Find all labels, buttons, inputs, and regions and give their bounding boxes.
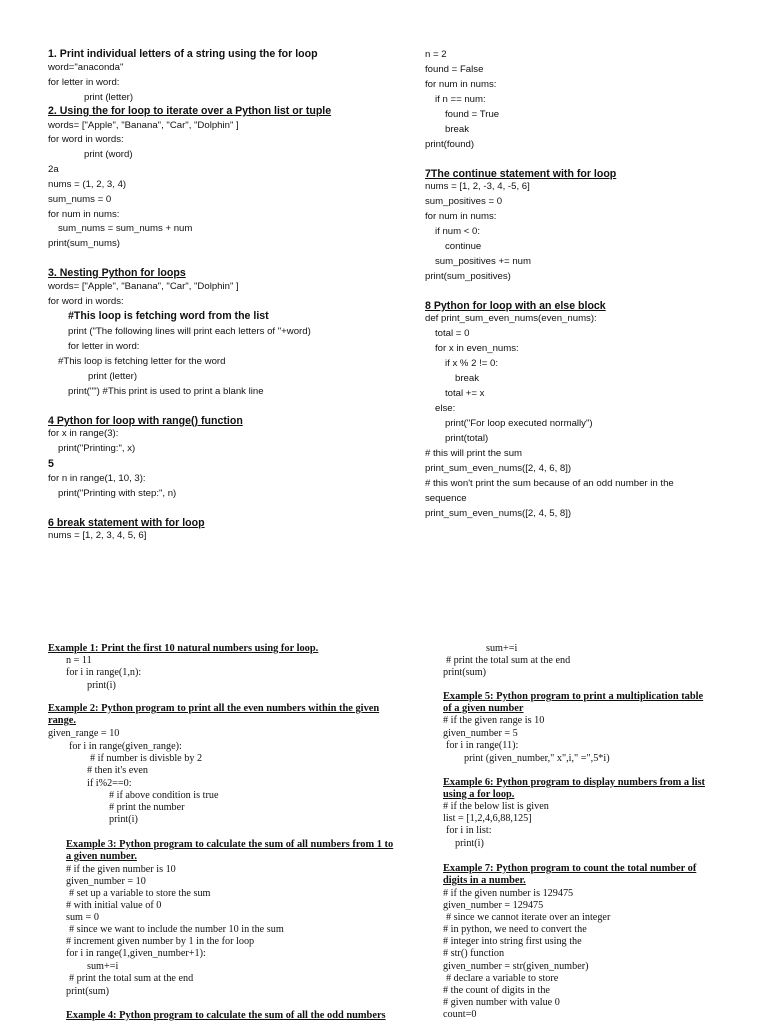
code-line: print_sum_even_nums([2, 4, 5, 8]) [425,508,572,519]
section-heading: Example 3: Python program to calculate the sum of all numbers from 1 to [66,839,394,850]
code-line: # since we want to include the number 10 in the sum [69,924,284,935]
section-heading: Example 2: Python program to print all the even numbers within the given [48,703,380,714]
code-line: found = False [425,64,484,75]
code-line: print("For loop executed normally") [445,418,593,429]
code-line: sum = 0 [66,912,99,923]
section-heading: Example 1: Print the first 10 natural numbers using for loop. [48,643,319,654]
section-heading: 3. Nesting Python for loops [48,267,186,279]
code-line: # set up a variable to store the sum [69,888,211,899]
code-line: print (letter) [88,371,138,382]
code-line: # if number is divisble by 2 [90,753,203,764]
section-heading: Example 7: Python program to count the total number of [443,863,697,874]
code-line: for n in range(1, 10, 3): [48,473,146,484]
code-line: # if the below list is given [443,801,549,812]
code-line: # print the total sum at the end [446,655,571,666]
section-heading: Example 6: Python program to display numbers from a list [443,777,705,788]
code-line: # str() function [443,948,505,959]
code-line: sum_nums = 0 [48,194,112,205]
code-line: print (given_number," x",i," =",5*i) [464,753,610,764]
code-line: # this won't print the sum because of an odd number in the [425,478,674,489]
code-line: # increment given number by 1 in the for loop [66,936,255,947]
code-line: else: [435,403,456,414]
code-line: print (word) [84,149,133,160]
code-line: found = True [445,109,500,120]
code-line: print(found) [425,139,475,150]
code-line: sum+=i [87,961,119,972]
code-line: for letter in word: [68,341,140,352]
code-line: # since we cannot iterate over an integer [446,912,611,923]
section-heading: 4 Python for loop with range() function [48,415,243,427]
section-heading: using a for loop. [443,789,515,800]
section-heading: 8 Python for loop with an else block [425,300,606,312]
code-line: n = 2 [425,49,447,60]
code-line: print(sum) [443,667,487,678]
code-line: for num in nums: [48,209,120,220]
code-line: print(i) [87,680,116,691]
code-line: print ("The following lines will print each letters of "+word) [68,326,311,337]
section-heading: Example 4: Python program to calculate the sum of all the odd numbers [66,1010,386,1021]
code-line: # print the total sum at the end [69,973,194,984]
section-heading: 1. Print individual letters of a string using the for loop [48,48,318,60]
code-line: #This loop is fetching letter for the word [58,356,226,367]
code-line: # then it's even [87,765,148,776]
section-heading: of a given number [443,703,524,714]
code-line: given_number = 5 [443,728,518,739]
code-line: for word in words: [48,134,124,145]
code-line: for x in range(3): [48,428,119,439]
code-line: print(sum) [66,986,110,997]
code-line: words= ["Apple", "Banana", "Car", "Dolphin" ] [48,281,239,292]
code-line: total = 0 [435,328,470,339]
code-line: words= ["Apple", "Banana", "Car", "Dolphin" ] [48,120,239,131]
code-line: given_number = str(given_number) [443,961,589,972]
code-line: nums = (1, 2, 3, 4) [48,179,127,190]
section-heading: 6 break statement with for loop [48,517,205,529]
code-line: print(i) [109,814,138,825]
code-line: for word in words: [48,296,124,307]
section-heading: a given number. [66,851,137,862]
code-line: print(sum_positives) [425,271,511,282]
code-line: n = 11 [66,655,92,666]
code-line: for i in range(1,n): [66,667,142,678]
code-line: sum_positives = 0 [425,196,503,207]
code-line: total += x [445,388,485,399]
code-line: # if the given number is 129475 [443,888,574,899]
code-line: # if the given range is 10 [443,715,545,726]
code-line: if i%2==0: [87,778,132,789]
code-line: break [445,124,469,135]
code-line: continue [445,241,482,252]
code-line: # declare a variable to store [446,973,559,984]
code-line: print(total) [445,433,489,444]
code-line: given_number = 10 [66,876,146,887]
code-line: sum_positives += num [435,256,531,267]
code-line: sum+=i [486,643,518,654]
code-line: print("Printing with step:", n) [58,488,177,499]
code-line: list = [1,2,4,6,88,125] [443,813,532,824]
code-line: # the count of digits in the [443,985,550,996]
code-line: print_sum_even_nums([2, 4, 6, 8]) [425,463,572,474]
section-heading: Example 5: Python program to print a multiplication table [443,691,704,702]
code-line: for num in nums: [425,79,497,90]
code-line: for letter in word: [48,77,120,88]
code-line: print("Printing:", x) [58,443,136,454]
code-line: # this will print the sum [425,448,523,459]
code-line: print (letter) [84,92,134,103]
code-line: given_range = 10 [48,728,120,739]
section-heading: 2. Using the for loop to iterate over a Python list or tuple [48,105,332,117]
section-heading: digits in a number. [443,875,526,886]
code-line: # with initial value of 0 [66,900,162,911]
section-heading: 5 [48,458,54,470]
code-line: print(i) [455,838,484,849]
code-line: nums = [1, 2, 3, 4, 5, 6] [48,530,147,541]
code-line: for i in range(given_range): [69,741,182,752]
section-heading: 7The continue statement with for loop [425,168,617,180]
code-line: # in python, we need to convert the [443,924,587,935]
code-line: nums = [1, 2, -3, 4, -5, 6] [425,181,530,192]
code-line: for x in even_nums: [435,343,519,354]
code-line: for i in range(11): [446,740,519,751]
section-heading: range. [48,715,76,726]
code-line: for i in list: [446,825,492,836]
code-line: # if the given number is 10 [66,864,176,875]
code-line: break [455,373,479,384]
code-line: 2a [48,164,59,175]
code-line: for i in range(1,given_number+1): [66,948,206,959]
code-line: print(sum_nums) [48,238,120,249]
code-line: # print the number [109,802,185,813]
code-line: given_number = 129475 [443,900,544,911]
code-line: word="anaconda" [48,62,124,73]
code-line: # given number with value 0 [443,997,560,1008]
code-line: count=0 [443,1009,477,1020]
code-line: sum_nums = sum_nums + num [58,223,193,234]
code-line: sequence [425,493,467,504]
section-heading: #This loop is fetching word from the list [68,310,269,322]
code-line: # integer into string first using the [443,936,582,947]
code-line: if num < 0: [435,226,481,237]
code-line: def print_sum_even_nums(even_nums): [425,313,597,324]
code-line: # if above condition is true [109,790,219,801]
code-line: if n == num: [435,94,486,105]
code-line: if x % 2 != 0: [445,358,499,369]
code-line: print("") #This print is used to print a blank line [68,386,264,397]
code-line: for num in nums: [425,211,497,222]
